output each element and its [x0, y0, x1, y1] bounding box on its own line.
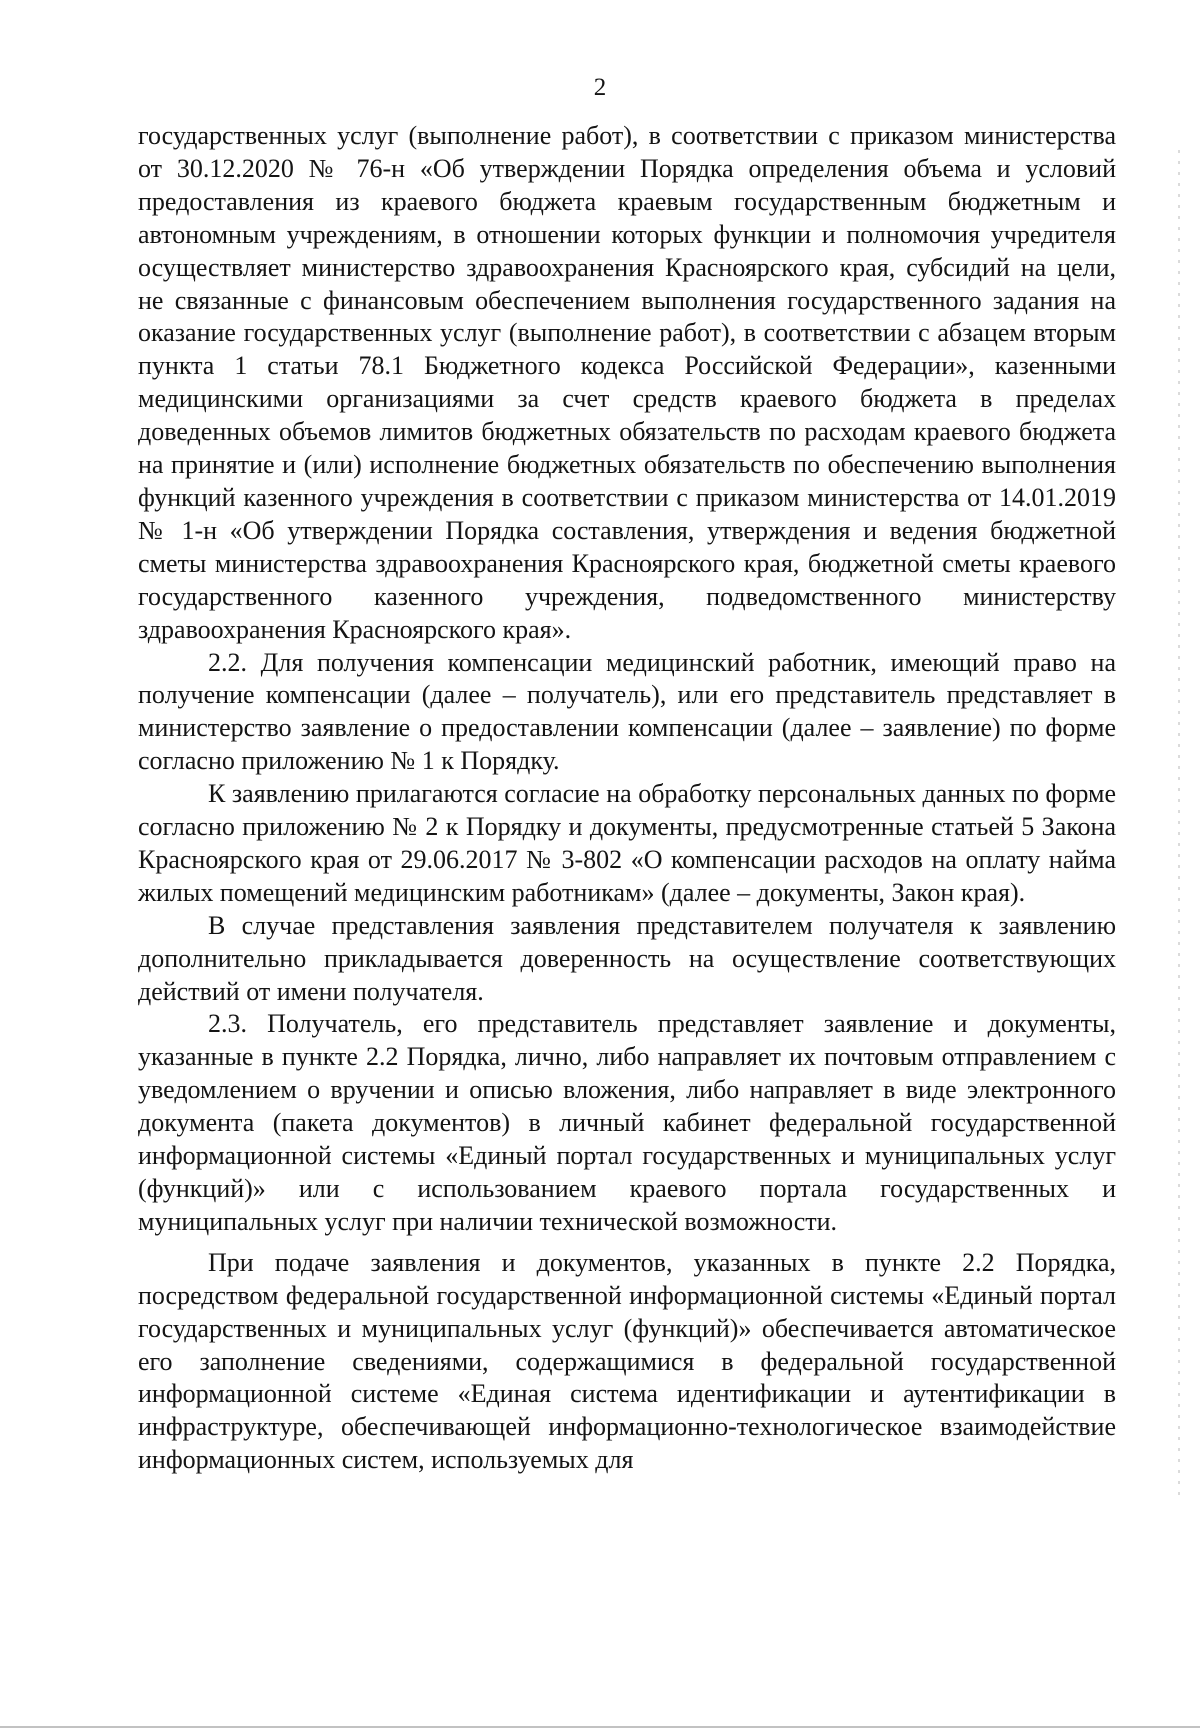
paragraph-continuation: государственных услуг (выполнение работ), в соответствии с приказом министерства от 30.12.2020 № 76-н «Об утверждении Порядка определения объема и условий предоставления из краевого бюджета краевым государственным бюджетным и автономным учреждениям, в отношении которых функции и полномочия учредителя осуществляет министерство здравоохранения Красноярского края, субсидий на цели, не связанные с финансовым обеспечением выполнения государственного задания на оказание государственных услуг (выполнение работ), в соответствии с абзацем вторым пункта 1 статьи 78.1 Бюджетного кодекса Российской Федерации», казенными медицинскими организациями за счет средств краевого бюджета в пределах доведенных объемов лимитов бюджетных обязательств по расходам краевого бюджета на принятие и (или) исполнение бюджетных обязательств по обеспечению выполнения функций казенного учреждения в соответствии с приказом министерства от 14.01.2019 № 1-н «Об утверждении Порядка составления, утверждения и ведения бюджетной сметы министерства здравоохранения Красноярского края, бюджетной сметы краевого государственного казенного учреждения, подведомственного министерству здравоохранения Красноярского края».: [138, 121, 1116, 644]
document-body: [138, 120, 1116, 1477]
paragraph-attachments: К заявлению прилагаются согласие на обработку персональных данных по форме согласно приложению № 2 к Порядку и документы, предусмотренные статьей 5 Закона Красноярского края от 29.06.2017 № 3-802 «О компенсации расходов на оплату найма жилых помещений медицинским работникам» (далее – документы, Закон края).: [138, 779, 1116, 907]
paragraph-representative: В случае представления заявления представителем получателя к заявлению дополнительно прикладывается доверенность на осуществление соответствующих действий от имени получателя.: [138, 910, 1116, 1006]
paragraph-2-2: 2.2. Для получения компенсации медицинский работник, имеющий право на получение компенсации (далее – получатель), или его представитель представляет в министерство заявление о предоставлении компенсации (далее – заявление) по форме согласно приложению № 1 к Порядку.: [138, 647, 1116, 776]
scan-edge-right: [1178, 150, 1180, 1500]
paragraph-portal-submission: При подаче заявления и документов, указанных в пункте 2.2 Порядка, посредством федеральной государственной информационной системы «Единый портал государственных и муниципальных услуг (функций)» обеспечивается автоматическое его заполнение сведениями, содержащимися в федеральной государственной информационной системе «Единая система идентификации и аутентификации в инфраструктуре, обеспечивающей информационно-технологическое взаимодействие информационных систем, используемых для: [138, 1247, 1116, 1475]
page-number: 2: [593, 74, 607, 101]
paragraph-2-3: 2.3. Получатель, его представитель представляет заявление и документы, указанные в пункте 2.2 Порядка, лично, либо направляет их почтовым отправлением с уведомлением о вручении и описью вложения, либо направляет в виде электронного документа (пакета документов) в личный кабинет федеральной государственной информационной системы «Единый портал государственных и муниципальных услуг (функций)» или с использованием краевого портала государственных и муниципальных услуг при наличии технической возможности.: [138, 1009, 1116, 1236]
